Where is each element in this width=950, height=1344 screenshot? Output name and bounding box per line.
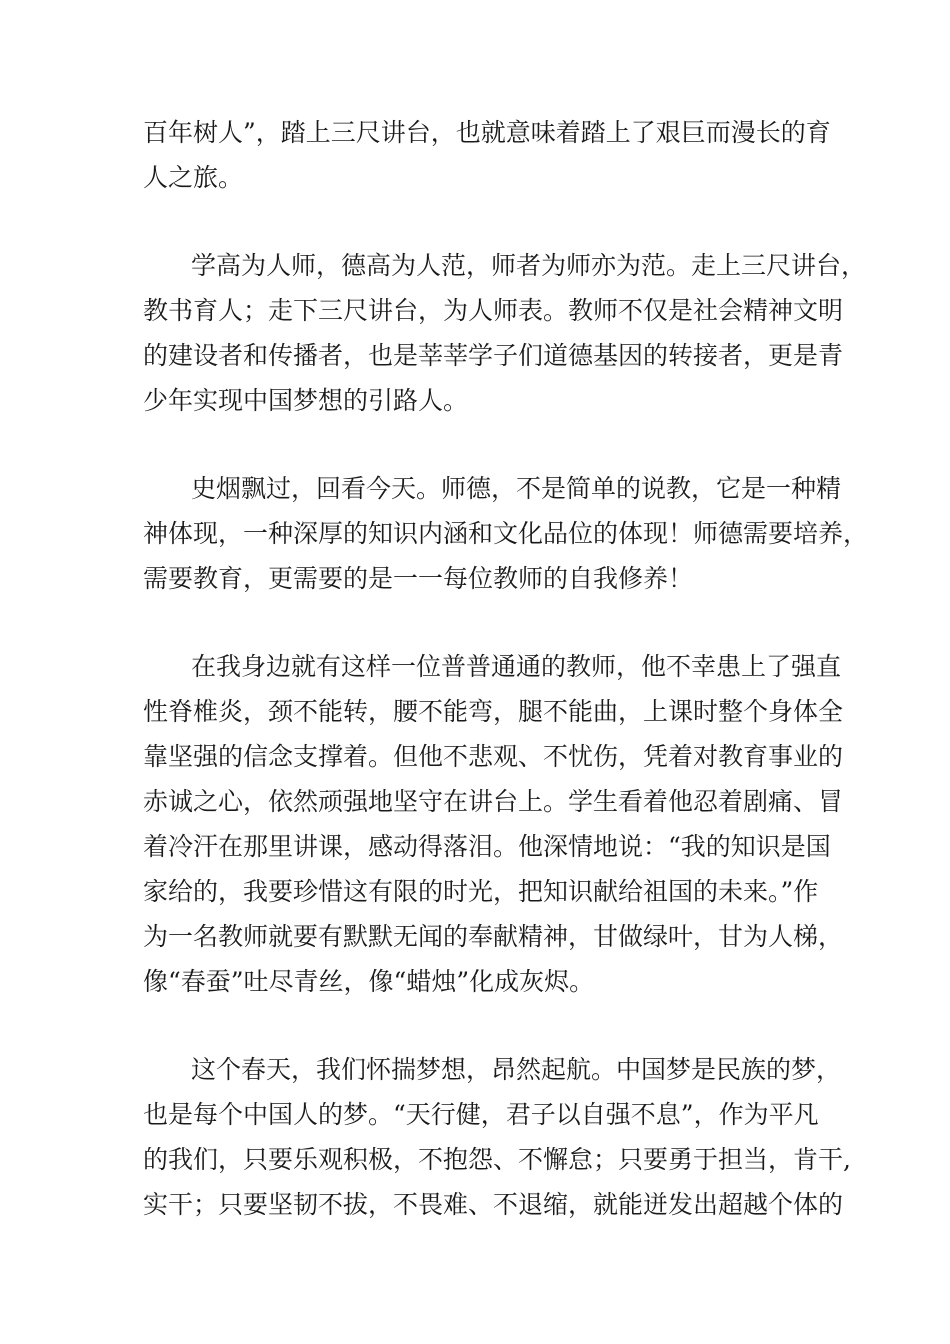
paragraph-line: 在我身边就有这样一位普普通通的教师，他不幸患上了强直 [191, 652, 842, 681]
paragraph-5 [143, 1047, 851, 1227]
paragraph-line: 的我们，只要乐观积极，不抱怨、不懈怠；只要勇于担当，肯干, [143, 1145, 851, 1174]
paragraph-line: 家给的，我要珍惜这有限的时光，把知识献给祖国的未来。”作 [143, 877, 819, 906]
paragraph-line: 赤诚之心，依然顽强地坚守在讲台上。学生看着他忍着剧痛、冒 [143, 787, 844, 816]
paragraph-line: 学高为人师，德高为人范，师者为师亦为范。走上三尺讲台， [191, 251, 867, 280]
paragraph-line: 需要教育，更需要的是一一每位教师的自我修养！ [143, 564, 694, 593]
paragraph-line: 实干；只要坚韧不拔，不畏难、不退缩，就能迸发出超越个体的 [143, 1190, 844, 1219]
paragraph-line: 的建设者和传播者，也是莘莘学子们道德基因的转接者，更是青 [143, 341, 844, 370]
paragraph-2 [143, 243, 867, 423]
paragraph-line: 性脊椎炎，颈不能转，腰不能弯，腿不能曲，上课时整个身体全 [143, 697, 844, 726]
paragraph-line: 百年树人”，踏上三尺讲台，也就意味着踏上了艰巨而漫长的育 [143, 118, 831, 147]
document-body [143, 110, 869, 1270]
paragraph-1 [143, 110, 831, 200]
paragraph-line: 教书育人；走下三尺讲台，为人师表。教师不仅是社会精神文明 [143, 296, 844, 325]
paragraph-line: 也是每个中国人的梦。“天行健，君子以自强不息”，作为平凡 [143, 1100, 819, 1129]
paragraph-3 [143, 466, 869, 601]
paragraph-line: 史烟飘过，回看今天。师德，不是简单的说教，它是一种精 [191, 474, 842, 503]
paragraph-line: 神体现，一种深厚的知识内涵和文化品位的体现！师德需要培养， [143, 519, 869, 548]
paragraph-line: 靠坚强的信念支撑着。但他不悲观、不忧伤，凭着对教育事业的 [143, 742, 844, 771]
paragraph-line: 像“春蚕”吐尽青丝，像“蜡烛”化成灰烬。 [143, 967, 595, 996]
paragraph-4 [143, 644, 844, 1004]
paragraph-line: 少年实现中国梦想的引路人。 [143, 386, 469, 415]
paragraph-line: 这个春天，我们怀揣梦想，昂然起航。中国梦是民族的梦， [191, 1055, 842, 1084]
paragraph-line: 着冷汗在那里讲课，感动得落泪。他深情地说：“我的知识是国 [143, 832, 831, 861]
paragraph-line: 人之旅。 [143, 163, 244, 192]
paragraph-line: 为一名教师就要有默默无闻的奉献精神，甘做绿叶，甘为人梯， [143, 922, 844, 951]
